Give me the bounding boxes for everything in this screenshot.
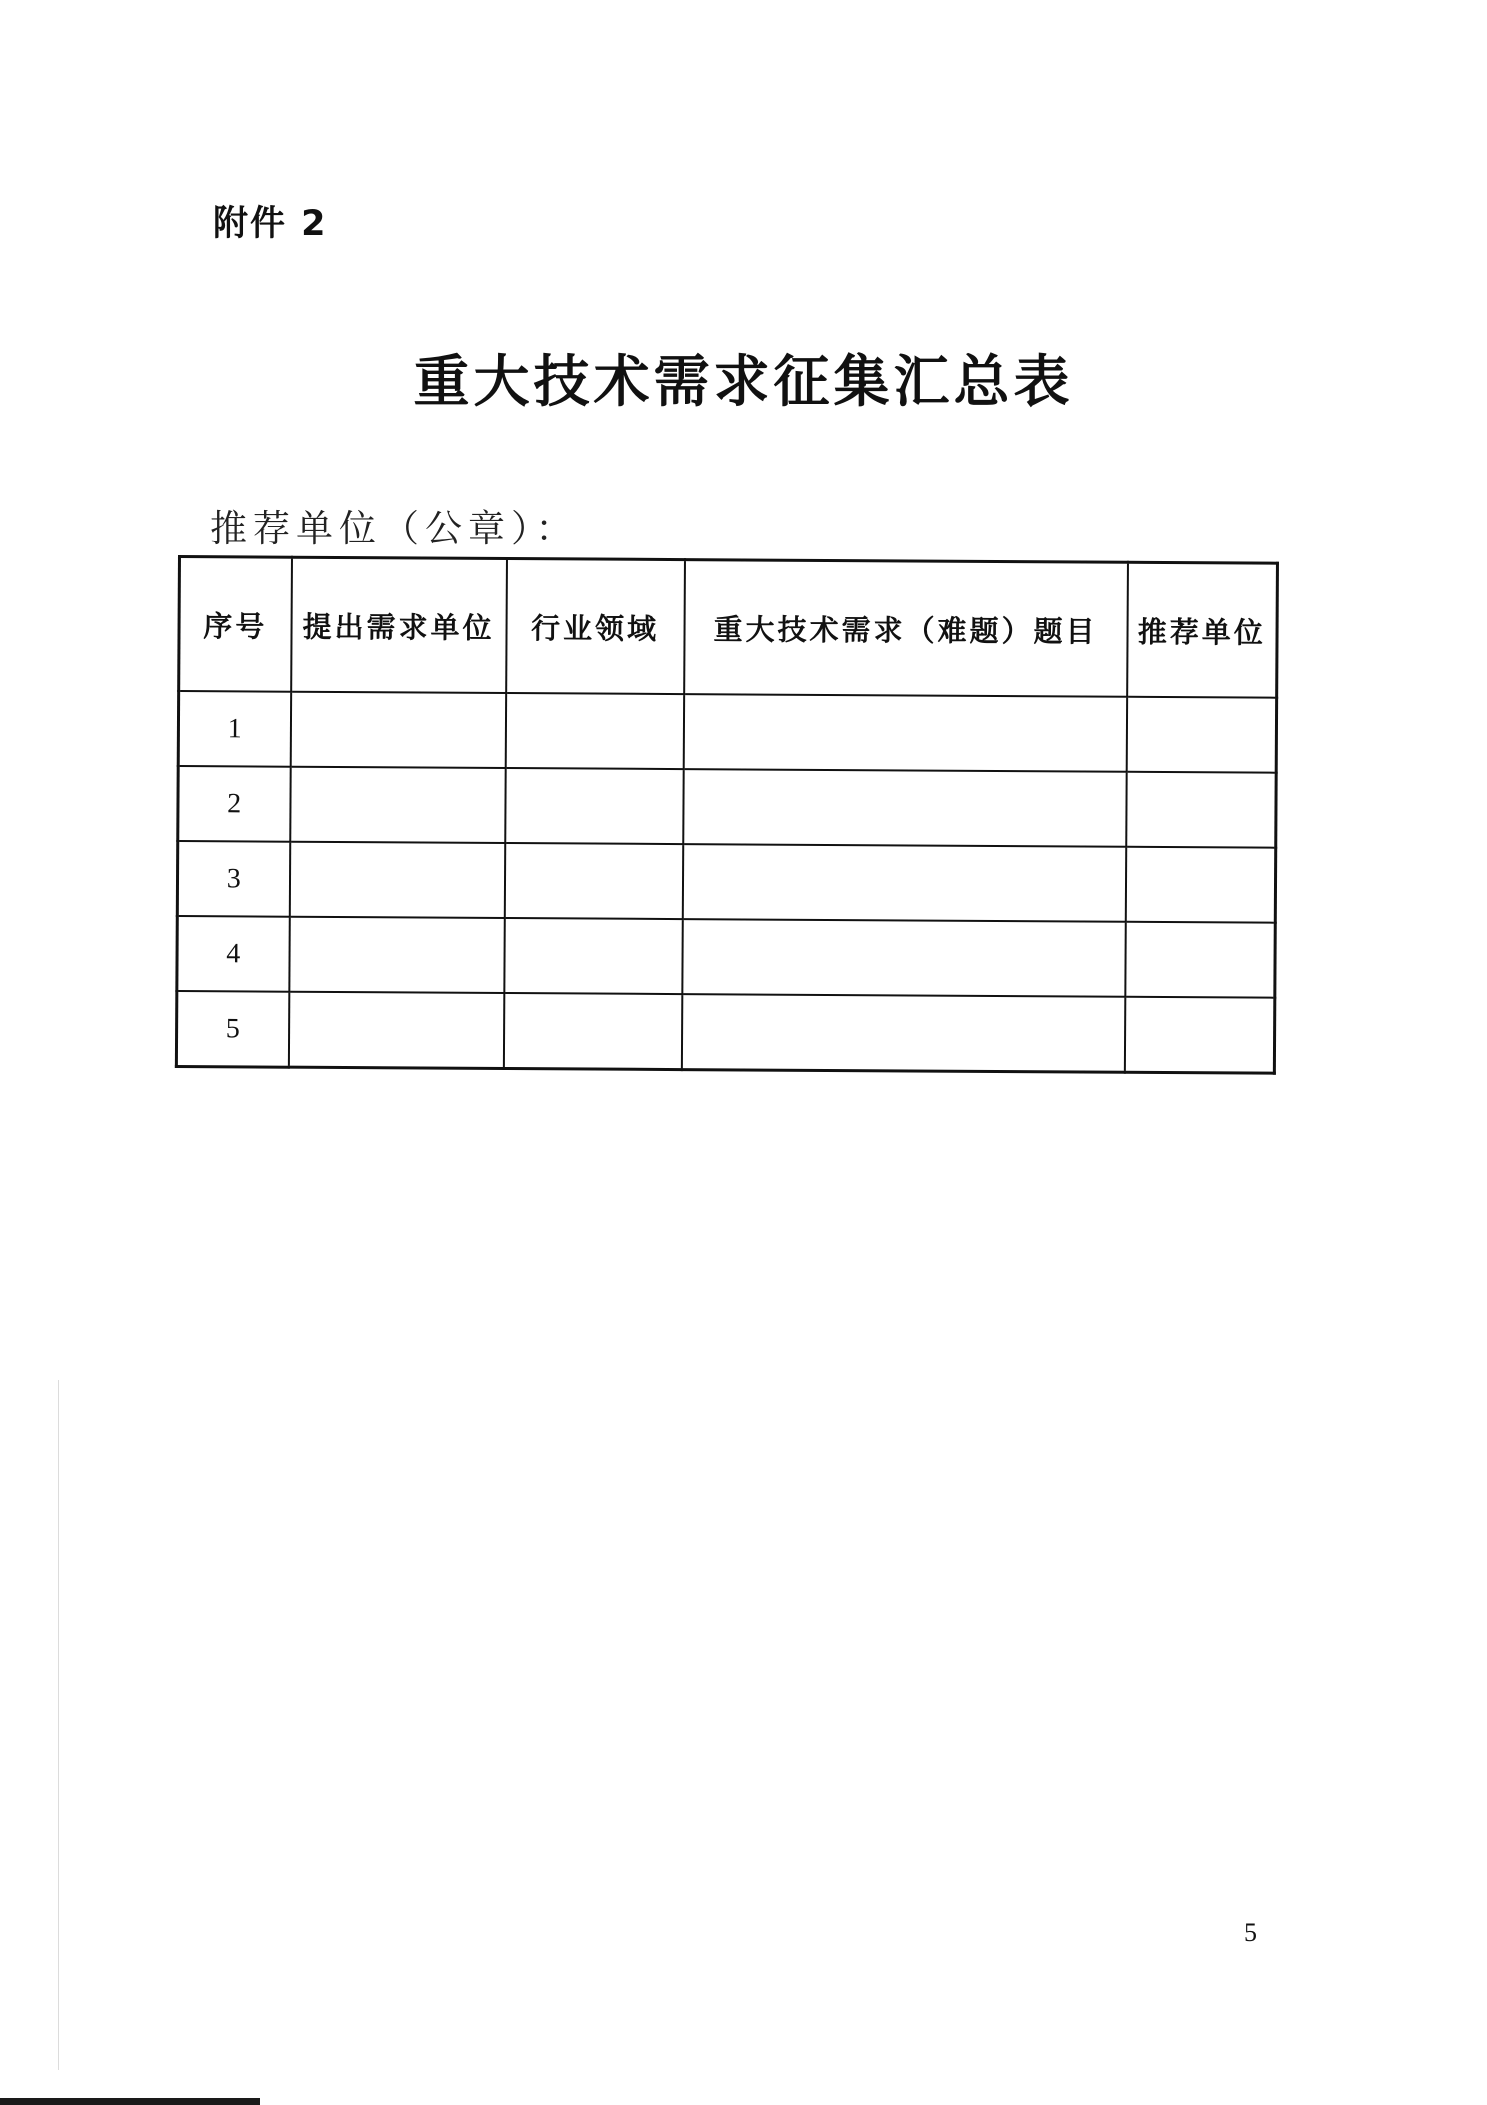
column-header-serial-number: 序号 — [179, 557, 292, 692]
table-row — [178, 766, 1276, 848]
column-header-demand-unit: 提出需求单位 — [291, 557, 507, 693]
serial-number-cell: 2 — [178, 766, 290, 842]
technical-demand-topic-cell — [683, 694, 1126, 772]
serial-number-cell: 3 — [177, 841, 289, 917]
industry-field-cell — [505, 693, 683, 769]
demand-summary-table — [175, 555, 1279, 1075]
serial-number-cell: 1 — [178, 691, 290, 767]
industry-field-cell — [504, 843, 682, 919]
page-number: 5 — [1244, 1918, 1257, 1947]
table-header-row — [179, 557, 1278, 698]
recommending-unit-cell — [1126, 772, 1276, 848]
serial-number-cell: 4 — [177, 916, 289, 992]
recommending-unit-label: 推荐单位（公章）： — [210, 507, 579, 550]
table-row — [177, 916, 1275, 998]
table-row — [177, 841, 1275, 923]
table-row — [178, 691, 1276, 773]
demand-unit-cell — [288, 992, 503, 1069]
industry-field-cell — [505, 768, 683, 844]
serial-number-cell: 5 — [176, 991, 288, 1067]
column-header-technical-demand-topic: 重大技术需求（难题）题目 — [684, 560, 1128, 697]
recommending-unit-cell — [1124, 997, 1274, 1073]
recommending-unit-cell — [1125, 922, 1275, 998]
technical-demand-topic-cell — [682, 919, 1125, 997]
demand-unit-cell — [290, 692, 505, 768]
scan-fold-line — [58, 1380, 59, 2070]
recommending-unit-cell — [1126, 697, 1276, 773]
technical-demand-topic-cell — [682, 844, 1125, 922]
attachment-label: 附件 2 — [213, 204, 328, 244]
technical-demand-topic-cell — [683, 769, 1126, 847]
demand-unit-cell — [289, 917, 504, 993]
table-row — [176, 991, 1274, 1073]
form-title: 重大技术需求征集汇总表 — [413, 350, 1074, 415]
demand-unit-cell — [289, 842, 504, 918]
recommending-unit-cell — [1125, 847, 1275, 923]
technical-demand-topic-cell — [681, 994, 1124, 1072]
industry-field-cell — [504, 918, 682, 994]
column-header-industry-field: 行业领域 — [506, 559, 685, 695]
scan-bottom-edge — [0, 2098, 260, 2105]
column-header-recommending-unit: 推荐单位 — [1127, 562, 1278, 697]
demand-unit-cell — [290, 767, 505, 843]
industry-field-cell — [503, 993, 681, 1070]
